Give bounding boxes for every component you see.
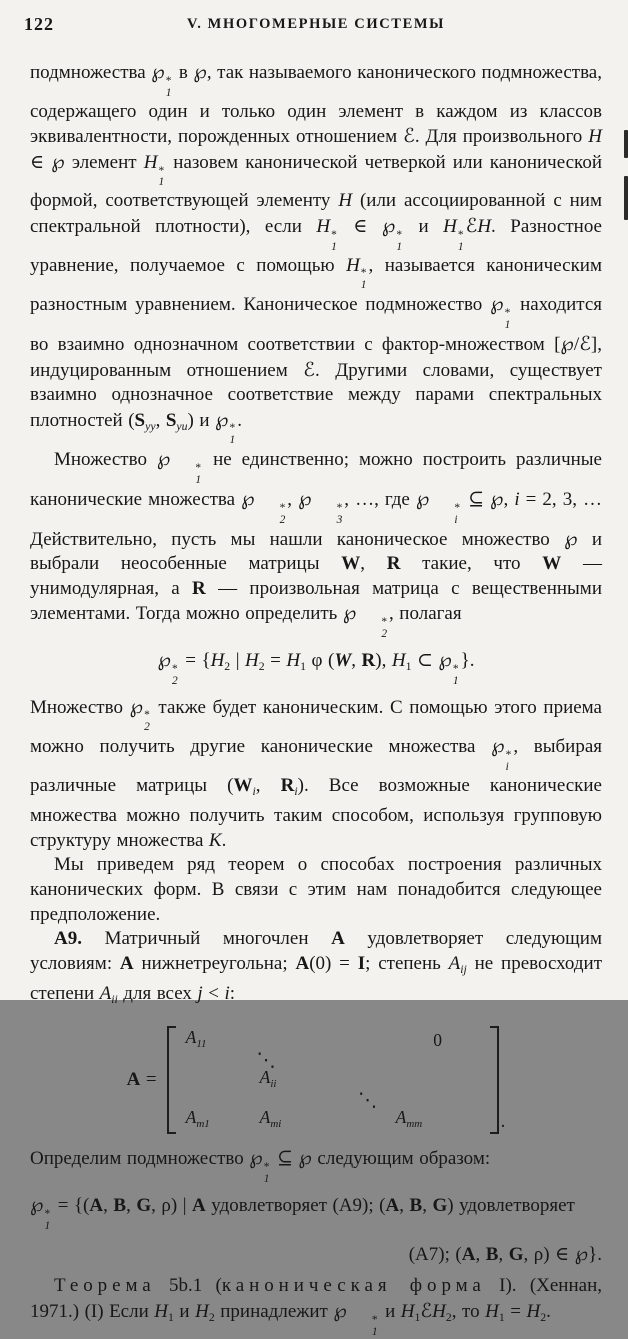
- paragraph-define-subset: Определим подмножество ℘ * 1 ⊆ ℘ следующим образом:: [30, 1146, 491, 1186]
- sup-sub-script: * i: [505, 748, 512, 773]
- matrix-suffix: .: [500, 1110, 506, 1132]
- sup-sub-script: * 2: [279, 501, 286, 526]
- sup-sub-script: * 2: [144, 709, 150, 734]
- matrix-lower-triangular-a: A = $A_{11}$ 0 ⋱ $A_{ii}$ ⋱ $A_{m1}$ $A_{mi}$ $A_{mm}$ .: [30, 1026, 602, 1134]
- sup-sub-script: * i: [454, 501, 461, 526]
- scan-edge-artifact: [624, 176, 628, 220]
- sup-sub-script: * 1: [331, 228, 337, 253]
- sup-sub-script: * 1: [457, 228, 464, 253]
- paragraph-theorems-intro: Мы приведем ряд теорем о способах построения различных канонических форм. В связи с этим нам понадобится следующее предположение.: [30, 854, 602, 925]
- matrix-entry: $A_{mm}$: [395, 1106, 423, 1130]
- sup-sub-script: * 1: [44, 1207, 51, 1232]
- sup-sub-script: * 1: [229, 422, 236, 447]
- scan-edge-artifact: [624, 130, 628, 158]
- sup-sub-script: * 1: [396, 228, 403, 253]
- paragraph-theorem-5b1: Теорема 5b.1 (каноническая форма I). (Хеннан, 1971.) (I) Если H1 и H2 принадлежит ℘ * 1 и H1ℰH2, то H1 = H2.: [30, 1275, 602, 1338]
- matrix-entry: $A_{m1}$: [185, 1106, 210, 1130]
- sup-sub-script: * 1: [195, 462, 202, 486]
- sup-sub-script: * 1: [360, 267, 367, 292]
- sup-sub-script: * 1: [504, 306, 511, 331]
- sup-sub-script: * 3: [336, 501, 343, 526]
- equation-p2-definition: ℘ * 2 = {H2 | H2 = H1 φ (W, R), H1 ⊂ ℘ * 1 }.: [157, 647, 475, 687]
- sup-sub-script: * 1: [165, 74, 172, 99]
- equation-p1-definition-line2: (А7); (A, B, G, ρ) ∈ ℘}.: [408, 1241, 602, 1265]
- sup-sub-script: * 1: [158, 164, 165, 189]
- running-head: V. МНОГОМЕРНЫЕ СИСТЕМЫ: [187, 16, 445, 32]
- diagonal-dots: ⋱: [358, 1089, 378, 1112]
- equation-p1-definition-line1: ℘ * 1 = {(A, B, G, ρ) | A удовлетворяет (А9); (A, B, G) удовлетворяет: [30, 1193, 575, 1232]
- paragraph-p2-canonical: Множество ℘ * 2 также будет каноническим. С помощью этого приема можно получить другие канонические множества ℘ * i , выбирая различные матрицы (Wi, Ri). Все возможные канонические множества можно получить таким способом, используя групповую структуру множества K.: [30, 694, 602, 851]
- page-number: 122: [24, 14, 54, 34]
- matrix-bracket-right: [490, 1026, 499, 1134]
- paragraph-assumption-a9: А9. Матричный многочлен A удовлетворяет следующим условиям: A нижнетреугольна; A(0) = I; степень Aij не превосходит степени Aii для всех j < i:: [30, 928, 603, 1006]
- sup-sub-script: * 1: [263, 1161, 270, 1186]
- matrix-entry: 0: [433, 1030, 442, 1051]
- matrix-bracket-left: [167, 1026, 176, 1134]
- diagonal-dots: ⋱: [256, 1049, 276, 1072]
- paragraph-nonuniqueness: Множество ℘ * 1 не единственно; можно построить различные канонические множества ℘ * 2 , ℘ * 3 , …, где ℘ * i ⊆ ℘, i = 2, 3, … Действительно, пусть мы нашли каноническое множество ℘ и выбрали неособенные матрицы W, R такие, что W — унимодулярная, а R — произвольная матрица с вещественными элементами. Тогда можно определить ℘ * 2 , полагая: [30, 447, 602, 640]
- paragraph-canonical-subset: подмножества ℘ * 1 в ℘, так называемого канонического подмножества, содержащего один и только один элемент в каждом из классов эквивалентности, порожденных отношением ℰ. Для произвольного H ∈ ℘ элемент H * 1 назовем канонической четверкой или канонической формой, соответствующей элементу H (или ассоциированной с ним спектральной плотности), если H * 1 ∈ ℘ * 1 и H * 1 ℰH. Разностное уравнение, получаемое с помощью H * 1 , называется каноническим разностным уравнением. Каноническое подмножество ℘ * 1 находится во взаимно однозначном соответствии с фактор-множеством [℘/ℰ], индуцированным отношением ℰ. Другими словами, существует взаимно однозначное соответствие между парами спектральных плотностей (Syy, Syu) и ℘ * 1 .: [30, 60, 602, 447]
- matrix-entry: $A_{11}$: [185, 1026, 207, 1050]
- sup-sub-script: * 1: [371, 1313, 378, 1338]
- page-body: [30, 60, 602, 1339]
- sup-sub-script: * 2: [381, 616, 388, 640]
- page-header: [24, 12, 602, 42]
- matrix-entry: $A_{mi}$: [259, 1106, 282, 1130]
- matrix-entry: $A_{ii}$: [259, 1066, 277, 1090]
- sup-sub-script: * 1: [452, 662, 459, 687]
- sup-sub-script: * 2: [172, 662, 178, 687]
